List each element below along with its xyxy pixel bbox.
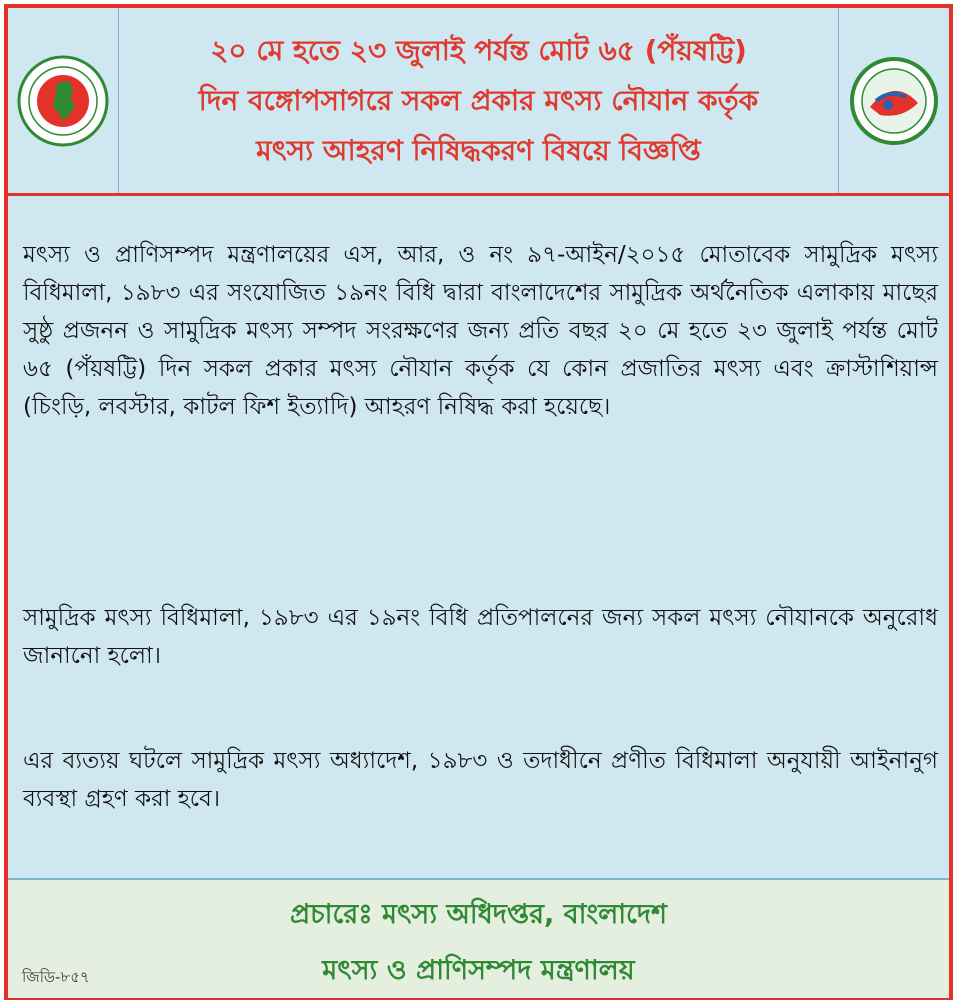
- notice-footer: [8, 878, 949, 998]
- notice-frame: [4, 4, 953, 1000]
- notice-code: জিডি-৮৫৭: [22, 968, 90, 986]
- notice-body: [8, 196, 949, 886]
- title-line-2: দিন বঙ্গোপসাগরে সকল প্রকার মৎস্য নৌযান কর্তৃক: [198, 83, 759, 117]
- department-emblem-logo: [838, 8, 949, 193]
- publisher-line: প্রচারেঃ মৎস্য অধিদপ্তর, বাংলাদেশ: [289, 899, 668, 930]
- department-emblem-icon: [850, 57, 938, 145]
- title-line-1: ২০ মে হতে ২৩ জুলাই পর্যন্ত মোট ৬৫ (পঁয়ষট্টি): [210, 33, 747, 67]
- title-line-3: মৎস্য আহরণ নিষিদ্ধকরণ বিষয়ে বিজ্ঞপ্তি: [256, 133, 701, 167]
- notice-header: [8, 8, 949, 196]
- ministry-line: মৎস্য ও প্রাণিসম্পদ মন্ত্রণালয়: [322, 955, 635, 986]
- government-seal-icon: [17, 55, 109, 147]
- body-paragraph: এর ব্যত্যয় ঘটলে সামুদ্রিক মৎস্য অধ্যাদেশ, ১৯৮৩ ও তদাধীনে প্রণীত বিধিমালা অনুযায়ী আইনানুগ ব্যবস্থা গ্রহণ করা হবে।: [23, 748, 938, 812]
- body-paragraph: মৎস্য ও প্রাণিসম্পদ মন্ত্রণালয়ের এস, আর, ও নং ৯৭-আইন/২০১৫ মোতাবেক সামুদ্রিক মৎস্য বিধিমালা, ১৯৮৩ এর সংযোজিত ১৯নং বিধি দ্বারা বাংলাদেশের সামুদ্রিক অর্থনৈতিক এলাকায় মাছের সুষ্ঠু প্রজনন ও সামুদ্রিক মৎস্য সম্পদ সংরক্ষণের জন্য প্রতি বছর ২০ মে হতে ২৩ জুলাই পর্যন্ত মোট ৬৫ (পঁয়ষট্টি) দিন সকল প্রকার মৎস্য নৌযান কর্তৃক যে কোন প্রজাতির মৎস্য এবং ক্রাস্টাশিয়ান্স (চিংড়ি, লবস্টার, কাটল ফিশ ইত্যাদি) আহরণ নিষিদ্ধ করা হয়েছে।: [23, 242, 938, 420]
- body-paragraph: সামুদ্রিক মৎস্য বিধিমালা, ১৯৮৩ এর ১৯নং বিধি প্রতিপালনের জন্য সকল মৎস্য নৌযানকে অনুরোধ জানানো হলো।: [23, 605, 938, 669]
- notice-title: [119, 8, 838, 193]
- government-seal-logo: [8, 8, 119, 193]
